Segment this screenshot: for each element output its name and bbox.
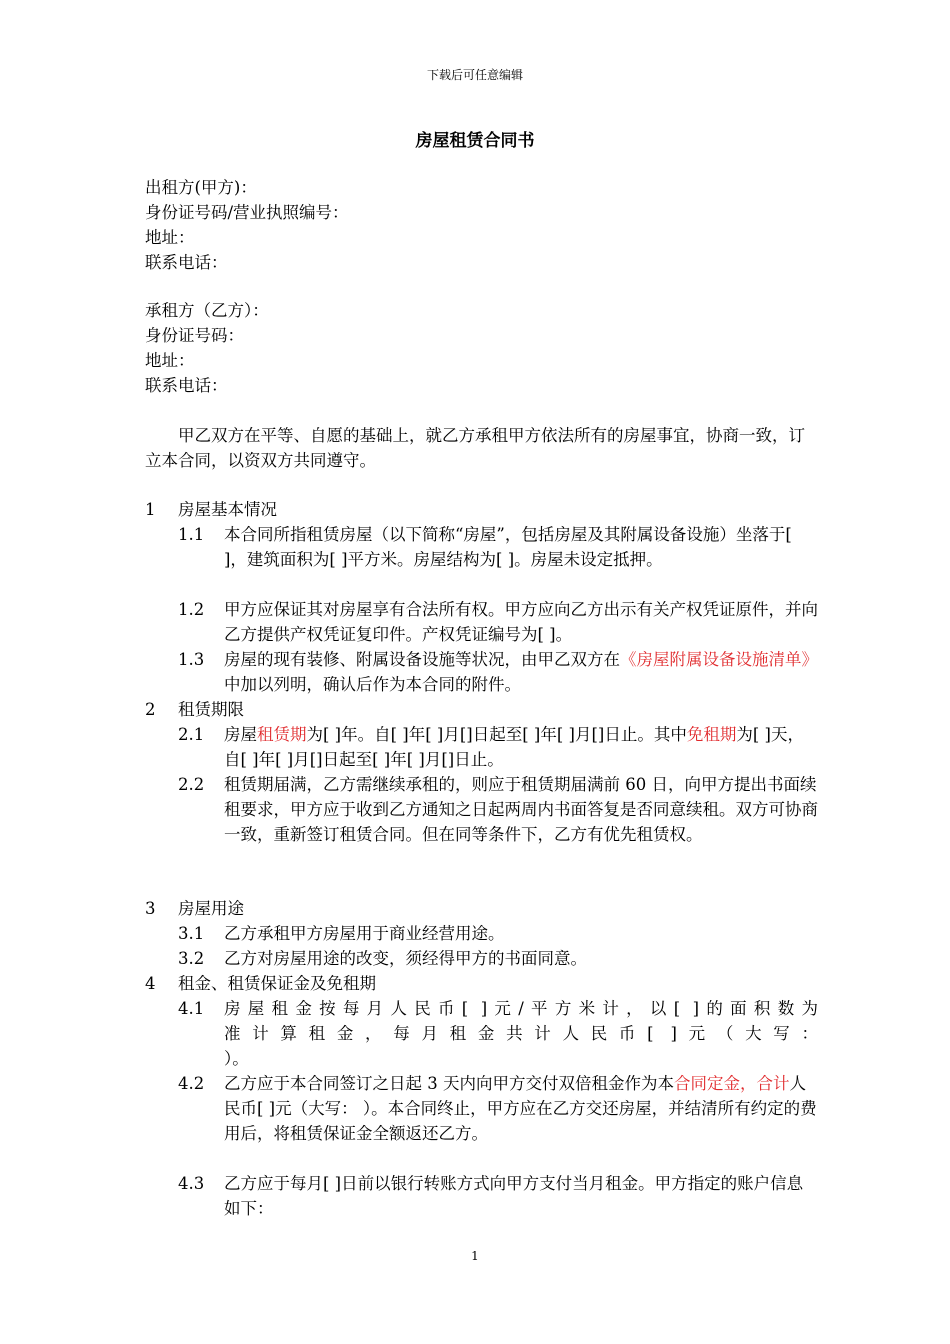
section-4-heading (145, 971, 376, 996)
clause-1-3 (178, 647, 818, 697)
clause-line: ）。 (224, 1049, 249, 1068)
lessor-address-line: 地址： (145, 228, 195, 247)
clause-4-2 (178, 1071, 818, 1146)
section-title: 租金、租赁保证金及免租期 (178, 974, 376, 993)
section-1-heading (145, 497, 277, 522)
clause-3-1 (178, 921, 818, 946)
clause-number: 4.1 (178, 999, 205, 1018)
clause-text (224, 996, 818, 1071)
clause-number: 2.1 (178, 725, 205, 744)
lessee-id-line: 身份证号码： (145, 326, 244, 345)
section-title: 租赁期限 (178, 700, 244, 719)
page-header: 下载后可任意编辑 (426, 68, 523, 82)
clause-number: 4.2 (178, 1074, 205, 1093)
section-title: 房屋基本情况 (178, 500, 277, 519)
clause-text: 乙方应于本合同签订之日起 3 天内向甲方交付双倍租金作为本合同定金，合计人民币[ ]元（大写： ）。本合同终止，甲方应在乙方交还房屋，并结清所有约定的费用后，将租赁保证金全额返还乙方。 (224, 1074, 817, 1143)
clause-number: 1.3 (178, 650, 205, 669)
clause-text: 乙方对房屋用途的改变，须经得甲方的书面同意。 (224, 949, 587, 968)
clause-3-2 (178, 946, 818, 971)
intro-paragraph: 甲乙双方在平等、自愿的基础上，就乙方承租甲方依法所有的房屋事宜，协商一致，订立本合同，以资双方共同遵守。 (145, 426, 805, 470)
clause-4-1 (178, 996, 818, 1071)
clause-text: 租赁期届满，乙方需继续承租的，则应于租赁期届满前 60 日，向甲方提出书面续租要求，甲方应于收到乙方通知之日起两周内书面答复是否同意续租。双方可协商一致，重新签订租赁合同。但在同等条件下，乙方有优先租赁权。 (224, 775, 818, 844)
rent-free-term: 免租期 (686, 725, 737, 744)
clause-number: 3.1 (178, 924, 205, 943)
clause-1-1 (178, 522, 818, 572)
clause-text: 房屋租赁期为[ ]年。自[ ]年[ ]月[]日起至[ ]年[ ]月[]日止。其中免租期为[ ]天，自[ ]年[ ]月[]日起至[ ]年[ ]月[]日止。 (224, 725, 804, 769)
attachment-title: 《房屋附属设备设施清单》 (620, 650, 818, 669)
lessee-phone-line: 联系电话： (145, 376, 228, 395)
lessee-name-line: 承租方（乙方）： (145, 301, 269, 320)
clause-text: 本合同所指租赁房屋（以下简称“房屋”，包括房屋及其附属设备设施）坐落于[ ]，建筑面积为[ ]平方米。房屋结构为[ ]。房屋未设定抵押。 (224, 525, 792, 569)
lessee-address-line: 地址： (145, 351, 195, 370)
clause-line: 房屋租金按每月人民币[ ]元/平方米计，以[ ]的面积数为 (224, 999, 818, 1018)
document-title: 房屋租赁合同书 (415, 131, 535, 151)
clause-text: 乙方应于每月[ ]日前以银行转账方式向甲方支付当月租金。甲方指定的账户信息如下： (224, 1174, 804, 1218)
lessor-name-line: 出租方(甲方)： (145, 178, 257, 197)
section-number: 2 (145, 700, 156, 719)
clause-1-2 (178, 597, 818, 647)
clause-number: 1.1 (178, 525, 205, 544)
section-3-heading (145, 896, 244, 921)
clause-number: 2.2 (178, 775, 205, 794)
clause-number: 3.2 (178, 949, 205, 968)
clause-2-1 (178, 722, 818, 772)
clause-text: 甲方应保证其对房屋享有合法所有权。甲方应向乙方出示有关产权凭证原件，并向乙方提供产权凭证复印件。产权凭证编号为[ ]。 (224, 600, 818, 644)
section-number: 3 (145, 899, 156, 918)
clause-2-2 (178, 772, 818, 847)
section-number: 4 (145, 974, 156, 993)
clause-number: 1.2 (178, 600, 205, 619)
lessor-id-line: 身份证号码/营业执照编号： (145, 203, 349, 222)
clause-number: 4.3 (178, 1174, 205, 1193)
section-title: 房屋用途 (178, 899, 244, 918)
section-2-heading (145, 697, 244, 722)
lease-term-term: 租赁期 (257, 725, 307, 744)
clause-line: 准计算租金，每月租金共计人民币[ ]元（大写： (224, 1024, 818, 1043)
deposit-term: 合同定金，合计 (674, 1074, 790, 1093)
section-number: 1 (145, 500, 156, 519)
clause-text: 房屋的现有装修、附属设备设施等状况，由甲乙双方在《房屋附属设备设施清单》中加以列明，确认后作为本合同的附件。 (224, 650, 818, 694)
clause-4-3 (178, 1171, 818, 1221)
lessor-phone-line: 联系电话： (145, 253, 228, 272)
page-number: 1 (471, 1249, 479, 1263)
clause-text: 乙方承租甲方房屋用于商业经营用途。 (224, 924, 505, 943)
